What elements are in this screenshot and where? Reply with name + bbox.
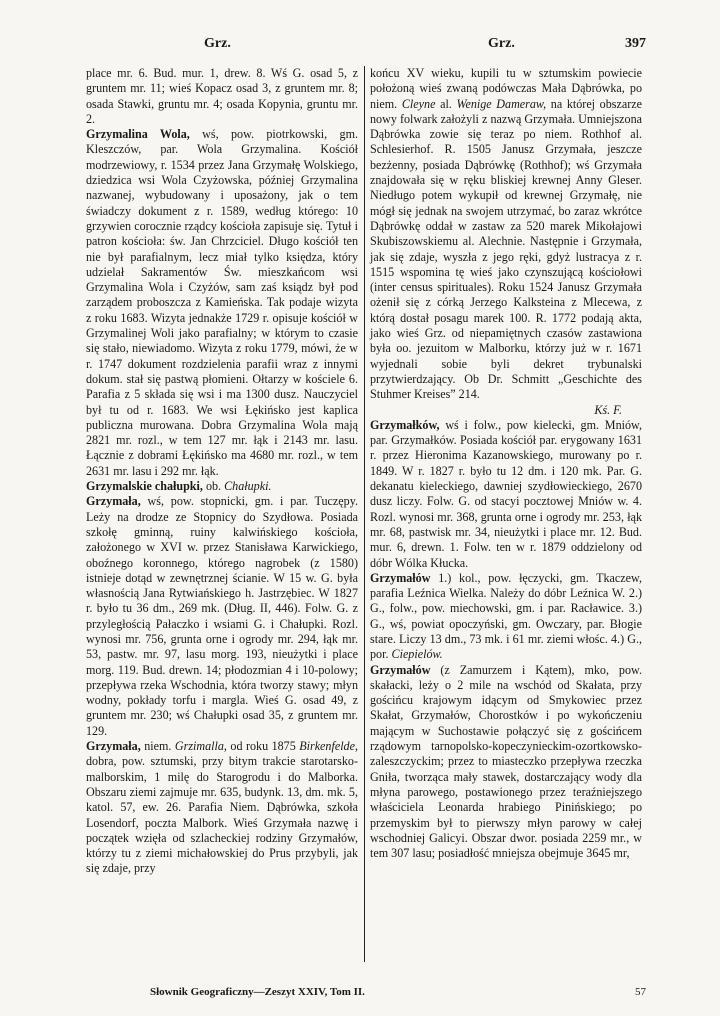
footer-publication: Słownik Geograficzny—Zeszyt XXIV, Tom II. bbox=[150, 986, 365, 998]
dictionary-entry bbox=[370, 663, 642, 862]
dictionary-entry bbox=[370, 66, 642, 403]
dictionary-entry bbox=[370, 571, 642, 663]
entry-text: końcu XV wieku, kupili tu w sztumskim powiecie położoną wieś zwaną podówczas Mała Dąbrówka, po niem. bbox=[370, 66, 642, 111]
entry-headword: Grzymała, bbox=[86, 494, 141, 509]
two-column-body bbox=[86, 66, 646, 966]
entry-text: place mr. 6. Bud. mur. 1, drew. 8. Wś G. osad 5, z gruntem mr. 11; wieś Kopacz osad 3, z gruntem mr. 8; osada Stawki, gruntu mr. 4; osada Kopynia, gruntu mr. 2. bbox=[86, 66, 358, 126]
entry-cross-reference: Chałupki. bbox=[224, 479, 272, 494]
entry-headword: Grzymalskie chałupki, bbox=[86, 479, 203, 494]
entry-text: dobra, pow. sztumski, przy bitym trakcie starotarsko-malborskim, 1 milę do Starogrodu i do Malborka. Obszaru ziemi zajmuje mr. 635, budynk. 13, dm. mk. 5, katol. 57, ew. 26. Parafia Niem. Dąbrówka, szkoła Losendorf, poczta Malbork. Wieś Grzymała nazwę i początek wzięła od szlacheckiej rodziny Grzymałów, którzy tu z ziemi michałowskiej do Prus przybyli, jak się zdaje, przy bbox=[86, 754, 358, 876]
dictionary-entry bbox=[86, 739, 358, 877]
page-header bbox=[86, 36, 646, 56]
dictionary-entry bbox=[86, 494, 358, 739]
entry-headword: Grzymałków, bbox=[370, 417, 440, 432]
right-column bbox=[370, 66, 642, 861]
column-divider bbox=[364, 66, 365, 962]
entry-text: al. bbox=[435, 96, 457, 111]
entry-text: na której obszarze nowy folwark założyli z nazwą Grzymała. Umniejszona Dąbrówka zowie się teraz po niem. Rothhof al. Schlesierhof. R. 1505 Janusz Grzymała, jeszcze bezżenny, posiada Dąbrówkę (Rothhof); wś Grzymała znajdowała się w ręku bliskiej krewnej Anny Gleser. Niedługo potem wykupił od krewnej Grzymałę, nie mógł się jednak na swojem utrzymać, bo zaraz wkrótce Dąbrówkę oddał w zastaw za 520 marek Mikołajowi Skubiszowskiemu al. Alechnie. Następnie i Grzymała, jak się zdaje, wyszła z jego ręki, gdyż lustracya z r. 1515 wspomina tę wieś jako czynszującą kościołowi (inter census spirituales). Roku 1524 Janusz Grzymała ożenił się z córką Jerzego Kalksteina z Mlecewa, z którą dostał posagu marek 100. R. 1772 podają akta, jako wieś Grz. od niepamiętnych czasów zastawiona była oo. jezuitom w Malborku, którzy już w r. 1671 wyjednali sobie byli dekret trybunalski przytwierdzający. Ob Dr. Schmitt „Geschichte des Stuhmer Kreises” 214. bbox=[370, 96, 642, 402]
entry-text: (z Zamurzem i Kątem), mko, pow. skałacki, leży o 2 mile na wschód od Skałata, przy gościńcu krajowym idącym od Smykowiec przez Skałat, Grzymałów, Chorostków i po wykończeniu mającym w Suchostawie połączyć się z gościńcem rządowym tarnopolsko-kopeczynieckim-ozortkowsko-zaleszczyckim; przez to miasteczko przepływa rzeczka Gniła, tworząca mały stawek, dostarczający wody dla młyna parowego, postawionego przez teraźniejszego właściciela Leonarda hrabiego Pinińskiego; po przemyskim był to pierwszy młyn parowy w całej wschodniej Galicyi. Obszar dwor. posiada 2259 mr., w tem 307 lasu; posiadłość mniejsza obejmuje 3645 mr, bbox=[370, 662, 642, 861]
footer-signature-number: 57 bbox=[635, 986, 646, 998]
entry-headword: Grzymałów bbox=[370, 570, 431, 585]
entry-text: wś, pow. piotrkowski, gm. Kleszczów, par. Wola Grzymalina. Kościół modrzewiowy, r. 1534 przez Jana Grzymałę Wolskiego, dziedzica wsi Wola Czyżowska, później Grzymalina nazwanej, wybudowany i uposażony, jak o tem świadczy dokument z r. 1589, według którego: 10 grzywien corocznie rządcy kościoła zapisuje się. Tytuł i patron kościoła: św. Jan Chrzciciel. Długo kościół ten nie był parafialnym, lecz miał tylko księdza, który udzielał Sakramentów Św. mieszkańcom wsi Grzymalina Wola i Czyżów, sam zaś ksiądz był pod zarządem proboszcza z Kamieńska. Tak podaje wizyta z roku 1683. Wizyta jednakże 1729 r. opisuje kościół w Grzymalinej Woli jako parafialny; w którym to czasie się stało, niewiadomo. Wizyta z roku 1779, mówi, że w r. 1747 dokument rozdzielenia parafii wraz z innymi dokum. stał się pastwą płomieni. Ołtarzy w kościele 6. Parafia z 5 składa się wsi i ma 1300 dusz. Nauczyciel był tu od r. 1683. We wsi Łękińsko jest kaplica publiczna murowana. Dobra Grzymalina Wola mają 2821 mr. rozl., w tem 127 mr. łąk i 2143 mr. lasu. Łącznie z dobrami Łękińsko ma 4680 mr. rozl., w tem 2631 mr. lasu i 292 mr. łąk. bbox=[86, 127, 358, 478]
dictionary-entry bbox=[86, 127, 358, 479]
dictionary-entry bbox=[86, 479, 358, 494]
left-column bbox=[86, 66, 358, 877]
entry-italic-term: Wenige Dameraw, bbox=[456, 96, 547, 111]
header-center-keyword: Grz. bbox=[488, 36, 515, 51]
entry-italic-term: Cleyne bbox=[401, 96, 436, 111]
entry-text: od roku 1875 bbox=[226, 739, 300, 754]
entry-headword: Grzymalina Wola, bbox=[86, 127, 190, 142]
page-number: 397 bbox=[625, 36, 646, 51]
entry-cross-reference: Ciepielów. bbox=[391, 647, 443, 662]
signature-text: Kś. F. bbox=[594, 402, 622, 417]
author-signature bbox=[370, 403, 642, 418]
header-left-keyword: Grz. bbox=[204, 36, 231, 51]
entry-text: niem. bbox=[140, 739, 175, 754]
entry-headword: Grzymała, bbox=[86, 739, 141, 754]
entry-text: ob. bbox=[202, 479, 225, 494]
entry-italic-term: Birkenfelde, bbox=[299, 739, 358, 754]
dictionary-entry bbox=[86, 66, 358, 127]
entry-text: 1.) kol., pow. łęczycki, gm. Tkaczew, parafia Leźnica Wielka. Należy do dóbr Leźnica W. 2.) G., folw., pow. miechowski, gm. i par. Racławice. 3.) G., wś, powiat opoczyński, gm. Owczary, par. Błogie stare. Liczy 13 dm., 73 mk. i 61 mr. ziemi włośc. 4.) G., por. bbox=[370, 570, 642, 662]
dictionary-entry bbox=[370, 418, 642, 571]
entry-italic-term: Grzimalla, bbox=[174, 739, 227, 754]
entry-text: wś i folw., pow kielecki, gm. Mniów, par. Grzymałków. Posiada kościół par. erygowany 1631 r. przez Hieronima Kazanowskiego, murowany po r. 1849. W r. 1827 r. było tu 12 dm. i 120 mk. Par. G. dekanatu kieleckiego, dawniej szydłowieckiego, 2670 dusz liczy. Folw. G. od stacyi pocztowej Mniów w. 4. Rozl. wynosi mr. 368, grunta orne i ogrody mr. 253, łąk mr. 68, pastwisk mr. 34, nieużytki i place mr. 12. Bud. mur. 6, drewn. 1. Folw. ten w r. 1879 oddzielony od dóbr Wólka Kłucka. bbox=[370, 417, 642, 570]
entry-headword: Grzymałów bbox=[370, 662, 431, 677]
entry-text: wś, pow. stopnicki, gm. i par. Tuczępy. Leży na drodze ze Stopnicy do Szydłowa. Posiada szkołę gminną, ruiny kalwińskiego kościoła, założonego w XVI w. przez Stanisława Karwickiego, oboźnego koronnego, którego nagrobek (z 1580) istnieje dotąd w zewnętrznej ścianie. W 15 w. G. była własnością Jana Rytwiańskiego h. Jastrzębiec. W 1827 r. było tu 36 dm., 269 mk. (Dług. II, 446). Folw. G. z przyległością Pałaczko i wsiami G. i Chałupki. Rozl. wynosi mr. 756, grunta orne i ogrody mr. 294, łąk mr. 53, pastw. mr. 97, lasu morg. 193, nieużytki i place morg. 119. Bud. drewn. 14; płodozmian 4 i 10-polowy; przepływa rzeka Wschodnia, która tworzy stawy; młyn wodny, pokłady torfu i margla. Wieś G. osad 49, z gruntem mr. 230; wś Chałupki osad 35, z gruntem mr. 129. bbox=[86, 494, 358, 738]
